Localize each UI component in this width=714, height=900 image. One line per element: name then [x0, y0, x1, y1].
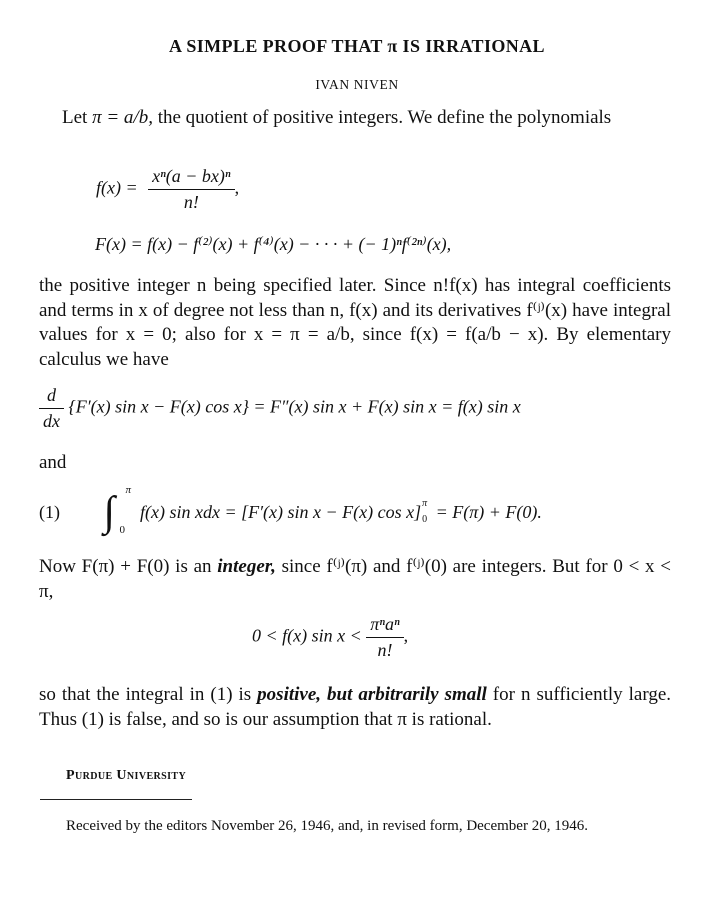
inequality-numerator: πⁿaⁿ [370, 614, 400, 634]
integer-text-a: Now F(π) + F(0) is an [39, 556, 218, 577]
paragraph-intro [39, 106, 671, 131]
derivative-numerator: d [47, 385, 56, 405]
derivative-operator [39, 385, 64, 432]
equation-1-label: (1) [39, 502, 60, 523]
equation-f-definition [96, 166, 239, 213]
f-comma: , [234, 177, 240, 198]
paragraph-explanation: the positive integer n being specified later. Since n!f(x) has integral coefficients and terms in x of degree not less than n, f(x) and its derivatives f⁽ʲ⁾(x) have integral values for x = 0; also for x = π = a/b, since f(x) = f(a/b − x). By elementary calculus we have [39, 275, 671, 370]
conclusion-text-b: for n sufficiently large. Thus (1) is false, and so is our assumption that π is rational. [39, 684, 671, 730]
derivative-body: {F′(x) sin x − F(x) cos x} = F″(x) sin x + F(x) sin x = f(x) sin x [68, 396, 521, 417]
footnote-divider [40, 799, 192, 800]
equation-derivative [39, 385, 521, 432]
footnote: Received by the editors November 26, 1946, and, in revised form, December 20, 1946. [66, 818, 588, 834]
integer-text-b: since f⁽ʲ⁾(π) and f⁽ʲ⁾(0) are integers. But for 0 < x < π, [39, 556, 671, 602]
f-lhs: f(x) = [96, 177, 138, 198]
affiliation: Purdue University [66, 768, 187, 783]
integral-sign [102, 484, 136, 536]
equation-1-tail: = F(π) + F(0). [431, 502, 542, 523]
bracket-lower-limit: 0 [422, 514, 428, 525]
inequality-denominator: n! [366, 637, 403, 661]
f-fraction [148, 166, 234, 213]
derivative-denominator: dx [39, 408, 64, 432]
paper-title: A SIMPLE PROOF THAT π IS IRRATIONAL [169, 36, 545, 56]
paragraph-conclusion [39, 683, 671, 732]
equation-1 [39, 484, 671, 536]
f-numerator: xⁿ(a − bx)ⁿ [152, 166, 231, 186]
bracket-upper-limit: π [422, 498, 428, 509]
inequality-lhs: 0 < f(x) sin x < [252, 625, 362, 646]
bracket-limits [421, 498, 431, 525]
intro-math: π = a/b, [92, 107, 153, 128]
intro-text-a: Let [62, 107, 93, 128]
intro-text-b: the quotient of positive integers. We define the polynomials [152, 107, 612, 128]
equation-F-definition: F(x) = f(x) − f⁽²⁾(x) + f⁽⁴⁾(x) − · · · + (− 1)ⁿf⁽²ⁿ⁾(x), [95, 234, 452, 254]
author-name: IVAN NIVEN [315, 77, 399, 92]
integral-symbol: ∫ [103, 489, 116, 535]
f-denominator: n! [148, 189, 234, 213]
integer-emphasis: integer, [217, 556, 276, 577]
integral-lower-limit: 0 [119, 524, 125, 536]
paragraph-integer [39, 555, 671, 604]
inequality-fraction [366, 614, 403, 661]
paragraph-and: and [39, 452, 67, 473]
conclusion-text-a: so that the integral in (1) is [39, 684, 258, 705]
inequality-comma: , [403, 625, 409, 646]
conclusion-emphasis: positive, but arbitrarily small [257, 684, 487, 705]
equation-1-body: f(x) sin xdx = [F′(x) sin x − F(x) cos x] [140, 502, 422, 523]
integral-upper-limit: π [125, 484, 132, 496]
equation-inequality [252, 614, 408, 661]
